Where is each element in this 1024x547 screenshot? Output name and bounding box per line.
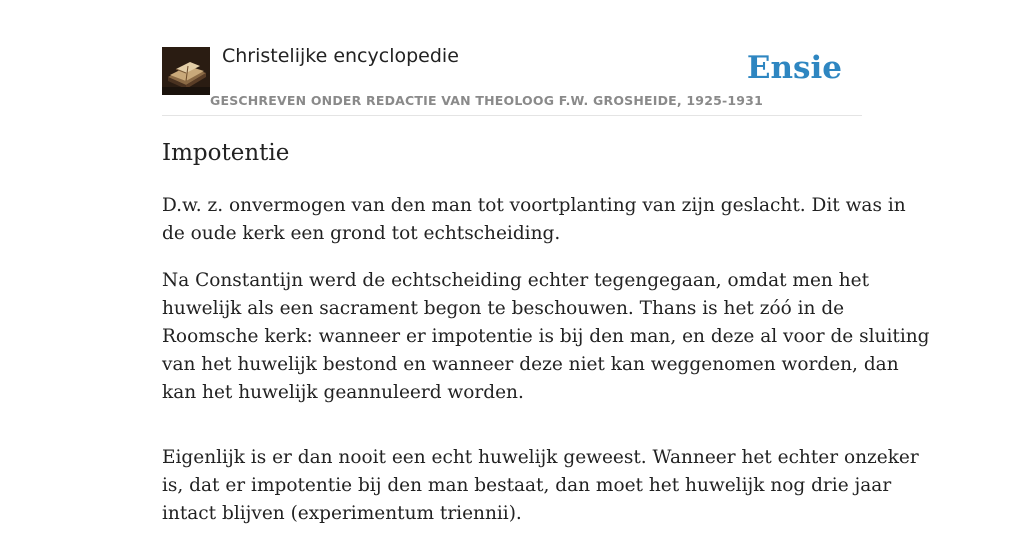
article-paragraph <box>162 192 906 248</box>
brand-logo[interactable]: Ensie <box>746 50 842 86</box>
article-title: Impotentie <box>162 140 290 166</box>
article-paragraph <box>162 267 930 407</box>
text-line: Roomsche kerk: wanneer er impotentie is bij den man, en deze al voor de sluiting <box>162 326 930 347</box>
text-line: Eigenlijk is er dan nooit een echt huwelijk geweest. Wanneer het echter onzeker <box>162 447 919 468</box>
site-avatar[interactable] <box>162 47 210 95</box>
book-photo-icon <box>162 47 210 95</box>
text-line: kan het huwelijk geannuleerd worden. <box>162 382 524 403</box>
header-divider <box>162 115 862 116</box>
text-line: huwelijk als een sacrament begon te beschouwen. Thans is het zóó in de <box>162 298 845 319</box>
article-paragraph <box>162 444 919 528</box>
text-line: de oude kerk een grond tot echtscheiding. <box>162 223 561 244</box>
text-line: Na Constantijn werd de echtscheiding echter tegengegaan, omdat men het <box>162 270 870 291</box>
article-body <box>162 192 930 547</box>
text-line: van het huwelijk bestond en wanneer deze niet kan weggenomen worden, dan <box>162 354 899 375</box>
site-subtitle: GESCHREVEN ONDER REDACTIE VAN THEOLOOG F.W. GROSHEIDE, 1925-1931 <box>210 93 763 108</box>
text-line: is, dat er impotentie bij den man bestaat, dan moet het huwelijk nog drie jaar <box>162 475 892 496</box>
text-line: D.w. z. onvermogen van den man tot voortplanting van zijn geslacht. Dit was in <box>162 195 906 216</box>
text-line: intact blijven (experimentum triennii). <box>162 503 522 524</box>
site-title[interactable]: Christelijke encyclopedie <box>222 45 459 67</box>
